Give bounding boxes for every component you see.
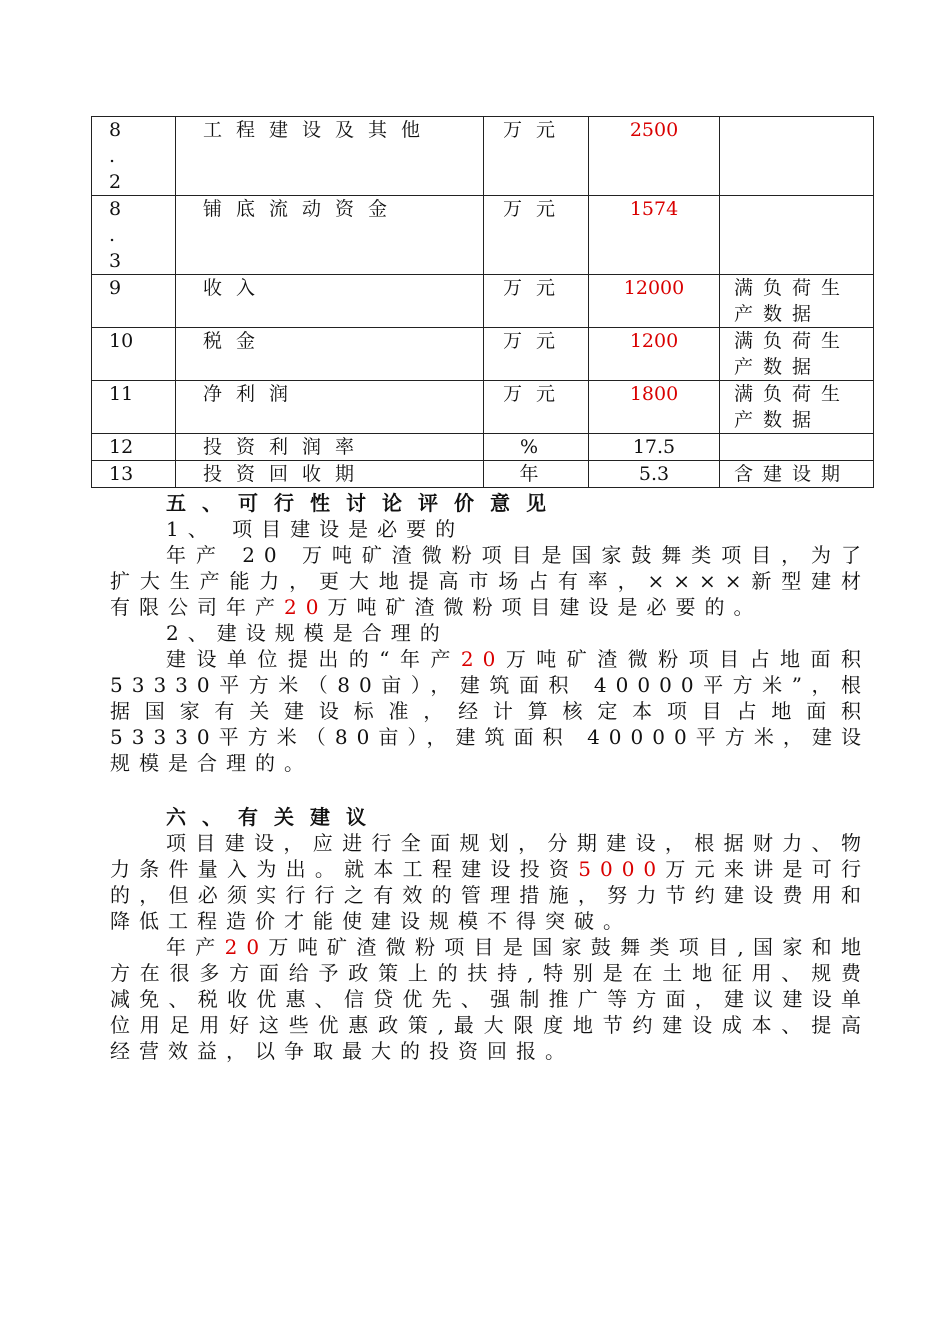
row-unit: 万元 — [484, 275, 589, 328]
table-row — [92, 461, 874, 488]
row-item: 铺底流动资金 — [176, 196, 484, 275]
row-item: 投资回收期 — [176, 461, 484, 488]
row-unit: 万元 — [484, 117, 589, 196]
row-unit: 万元 — [484, 196, 589, 275]
table-row — [92, 434, 874, 461]
row-value: 5.3 — [589, 461, 720, 488]
row-number: 8 . 2 — [92, 117, 176, 196]
table-row — [92, 275, 874, 328]
row-item: 收入 — [176, 275, 484, 328]
row-note: 满负荷生产数据 — [720, 328, 874, 381]
row-number: 10 — [92, 328, 176, 381]
row-value: 1574 — [589, 196, 720, 275]
row-number: 13 — [92, 461, 176, 488]
row-note: 满负荷生产数据 — [720, 275, 874, 328]
table-row — [92, 381, 874, 434]
row-note — [720, 117, 874, 196]
row-value: 12000 — [589, 275, 720, 328]
paragraph-scale: 建设单位提出的“年产20万吨矿渣微粉项目占地面积 53330平方米（80亩），建筑面积 40000平方米”，根据国家有关建设标准，经计算核定本项目占地面积 53330平方米（80亩），建筑面积 40000平方米，建设规模是合理的。 — [110, 647, 870, 775]
row-unit: 万元 — [484, 381, 589, 434]
row-item: 投资利润率 — [176, 434, 484, 461]
row-number: 11 — [92, 381, 176, 434]
row-unit: 年 — [484, 461, 589, 488]
subheading-necessity: 1、 项目建设是必要的 — [166, 517, 465, 541]
row-value: 1200 — [589, 328, 720, 381]
row-item: 净利润 — [176, 381, 484, 434]
row-number: 8 . 3 — [92, 196, 176, 275]
data-table — [91, 116, 874, 488]
paragraph-planning: 项目建设，应进行全面规划，分期建设，根据财力、物力条件量入为出。就本工程建设投资5000万元来讲是可行的，但必须实行行之有效的管理措施，努力节约建设费用和降低工程造价才能使建设规模不得突破。 — [110, 831, 871, 933]
subheading-scale: 2、建设规模是合理的 — [166, 621, 449, 645]
section-5 — [110, 490, 870, 776]
paragraph-policy: 年产20万吨矿渣微粉项目是国家鼓舞类项目,国家和地方在很多方面给予政策上的扶持,特别是在土地征用、规费减免、税收优惠、信贷优先、强制推广等方面，建议建设单位用足用好这些优惠政策,最大限度地节约建设成本、提高经营效益，以争取最大的投资回报。 — [110, 935, 870, 1063]
row-value: 17.5 — [589, 434, 720, 461]
section-6-heading: 六、有关建议 — [166, 805, 382, 829]
table-row — [92, 117, 874, 196]
table-row — [92, 196, 874, 275]
row-item: 税金 — [176, 328, 484, 381]
row-value: 2500 — [589, 117, 720, 196]
paragraph-necessity: 年产 20 万吨矿渣微粉项目是国家鼓舞类项目，为了扩大生产能力，更大地提高市场占有率，××××新型建材有限公司年产20万吨矿渣微粉项目建设是必要的。 — [110, 543, 870, 619]
row-unit: 万元 — [484, 328, 589, 381]
row-item: 工程建设及其他 — [176, 117, 484, 196]
row-unit: % — [484, 434, 589, 461]
row-note: 含建设期 — [720, 461, 874, 488]
row-value: 1800 — [589, 381, 720, 434]
row-note — [720, 434, 874, 461]
table-row — [92, 328, 874, 381]
section-6 — [110, 804, 870, 1064]
row-number: 9 — [92, 275, 176, 328]
row-note — [720, 196, 874, 275]
row-number: 12 — [92, 434, 176, 461]
section-5-heading: 五、可行性讨论评价意见 — [166, 491, 562, 515]
row-note: 满负荷生产数据 — [720, 381, 874, 434]
